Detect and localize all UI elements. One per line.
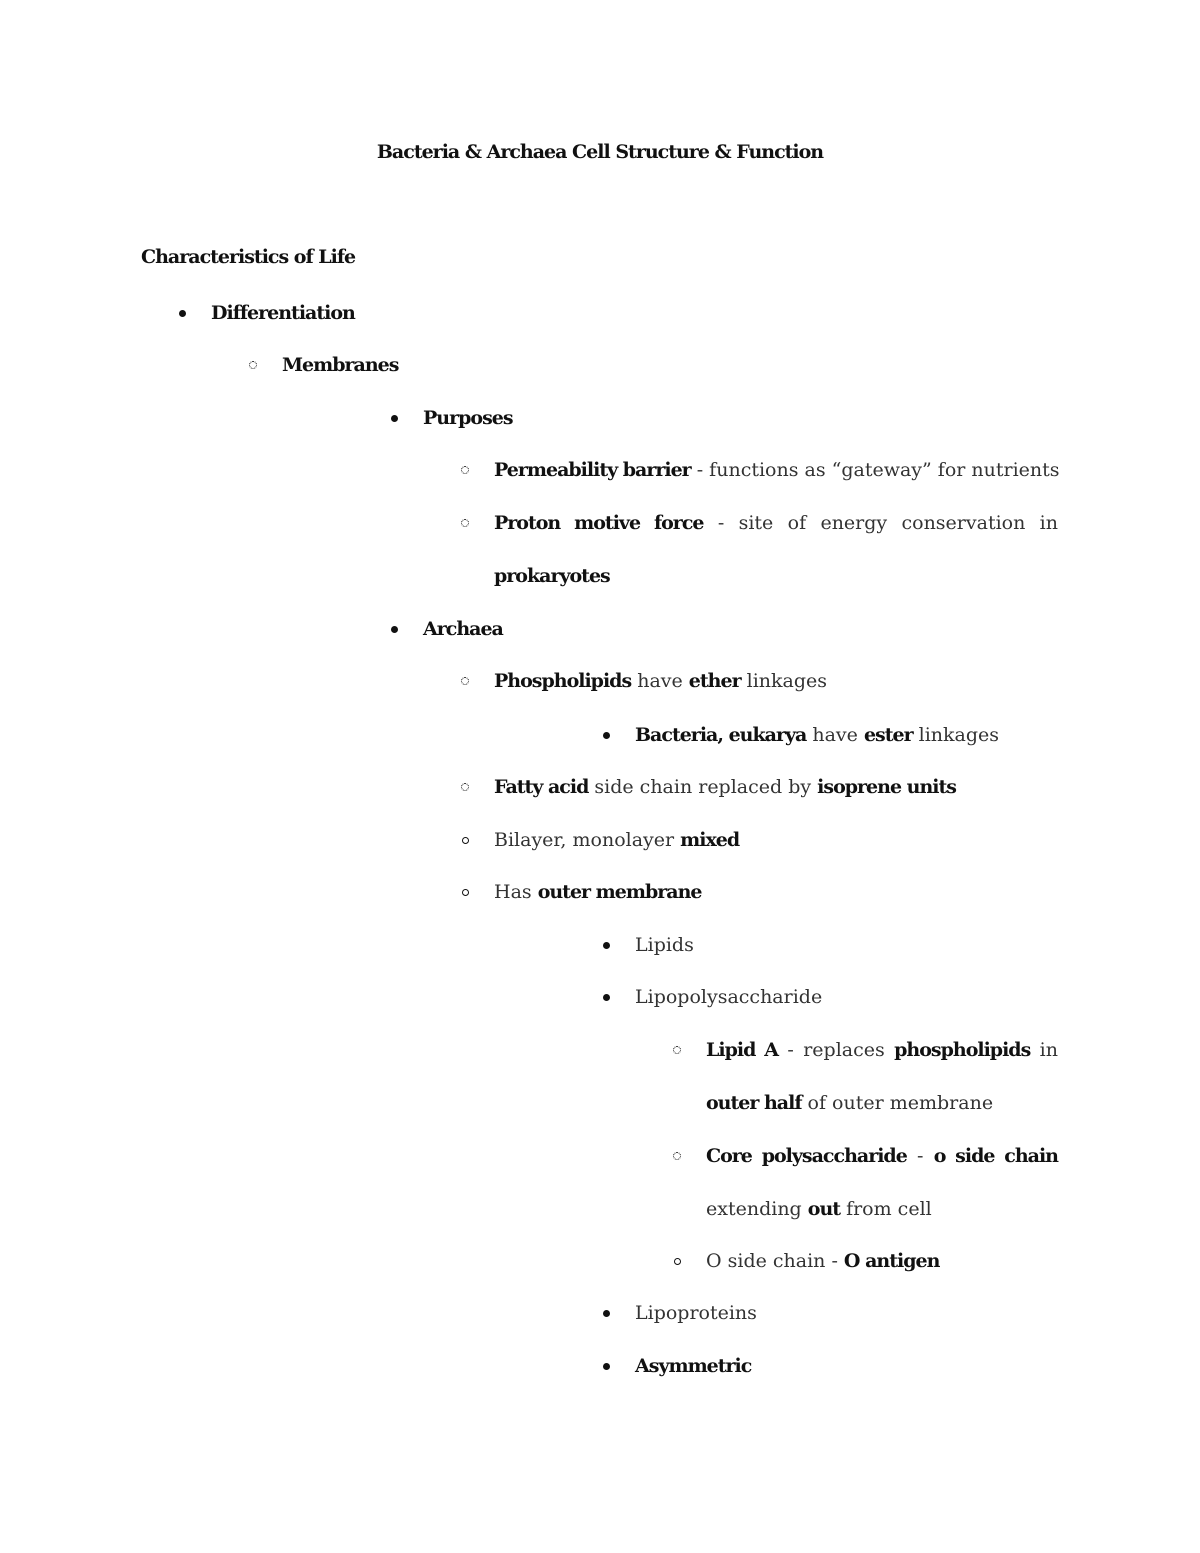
bullet-circle-icon (246, 351, 260, 379)
text-linkages: linkages (740, 670, 828, 692)
list-item-purposes: Purposes (423, 407, 513, 429)
term-isoprene-units: isoprene units (817, 776, 956, 798)
term-fatty-acid: Fatty acid (494, 776, 589, 798)
term-outer-membrane: outer membrane (537, 881, 702, 903)
list-item-core-polysaccharide (706, 1142, 1058, 1170)
bullet-disc-icon (175, 299, 189, 327)
text-side-chain-replaced: side chain replaced by (588, 776, 818, 798)
text-bilayer-monolayer: Bilayer, monolayer (494, 829, 681, 851)
list-item-differentiation: Differentiation (211, 302, 355, 324)
list-item-fatty-acid (494, 773, 956, 801)
list-item-o-side-chain (706, 1247, 939, 1275)
term-prokaryotes: prokaryotes (494, 565, 610, 587)
text-replaces: - replaces (778, 1039, 895, 1061)
bullet-disc-icon (599, 1352, 613, 1380)
term-o-side-chain: o side chain (933, 1145, 1058, 1167)
bullet-disc-icon (599, 721, 613, 749)
bullet-circle-icon (458, 509, 472, 537)
list-item-archaea: Archaea (423, 618, 503, 640)
term-o-antigen: O antigen (843, 1250, 940, 1272)
permeability-description: - functions as “gateway” for nutrients (690, 459, 1060, 481)
proton-description: - site of energy conservation in (703, 512, 1058, 534)
text-in: in (1030, 1039, 1058, 1061)
list-item-membranes: Membranes (282, 354, 399, 376)
list-item-lipid-a (706, 1036, 1058, 1064)
bullet-disc-icon (387, 615, 401, 643)
term-phospholipids: Phospholipids (494, 670, 632, 692)
document-title: Bacteria & Archaea Cell Structure & Function (376, 141, 824, 163)
text-linkages: linkages (912, 724, 1000, 746)
term-permeability-barrier: Permeability barrier (494, 459, 691, 481)
term-lipid-a: Lipid A (706, 1039, 779, 1061)
text-from-cell: from cell (840, 1198, 932, 1220)
term-core-polysaccharide: Core polysaccharide (706, 1145, 907, 1167)
term-out: out (807, 1198, 841, 1220)
text-extending: extending (706, 1198, 808, 1220)
term-mixed: mixed (680, 829, 740, 851)
bullet-circle-icon (458, 773, 472, 801)
text-of-outer-membrane: of outer membrane (801, 1092, 994, 1114)
bullet-circle-icon (458, 826, 472, 854)
bullet-circle-icon (458, 878, 472, 906)
list-item-phospholipids (494, 667, 827, 695)
list-item-proton-motive-force (494, 509, 1058, 537)
term-ester: ester (863, 724, 913, 746)
term-bacteria-eukarya: Bacteria, eukarya (635, 724, 807, 746)
list-item-lipids: Lipids (635, 934, 694, 956)
bullet-disc-icon (599, 1299, 613, 1327)
list-item-bacteria-eukarya (635, 721, 999, 749)
bullet-disc-icon (387, 404, 401, 432)
bullet-circle-icon (670, 1036, 684, 1064)
text-o-side-chain: O side chain - (706, 1250, 844, 1272)
list-item-outer-membrane (494, 878, 701, 906)
bullet-circle-icon (458, 456, 472, 484)
bullet-disc-icon (599, 931, 613, 959)
text-dash: - (906, 1145, 934, 1167)
text-has: Has (494, 881, 538, 903)
list-item-permeability (494, 456, 1060, 484)
text-have: have (806, 724, 864, 746)
list-item-bilayer (494, 826, 739, 854)
bullet-circle-icon (458, 667, 472, 695)
term-ether: ether (688, 670, 741, 692)
list-item-asymmetric: Asymmetric (635, 1355, 752, 1377)
bullet-circle-icon (670, 1247, 684, 1275)
list-item-lipid-a-continued (706, 1089, 993, 1117)
term-phospholipids: phospholipids (894, 1039, 1031, 1061)
list-item-lipopolysaccharide: Lipopolysaccharide (635, 986, 823, 1008)
text-have: have (631, 670, 689, 692)
term-outer-half: outer half (706, 1092, 802, 1114)
bullet-disc-icon (599, 983, 613, 1011)
section-heading: Characteristics of Life (141, 246, 356, 268)
list-item-core-polysaccharide-continued (706, 1195, 932, 1223)
list-item-lipoproteins: Lipoproteins (635, 1302, 757, 1324)
bullet-circle-icon (670, 1142, 684, 1170)
term-proton-motive-force: Proton motive force (494, 512, 704, 534)
